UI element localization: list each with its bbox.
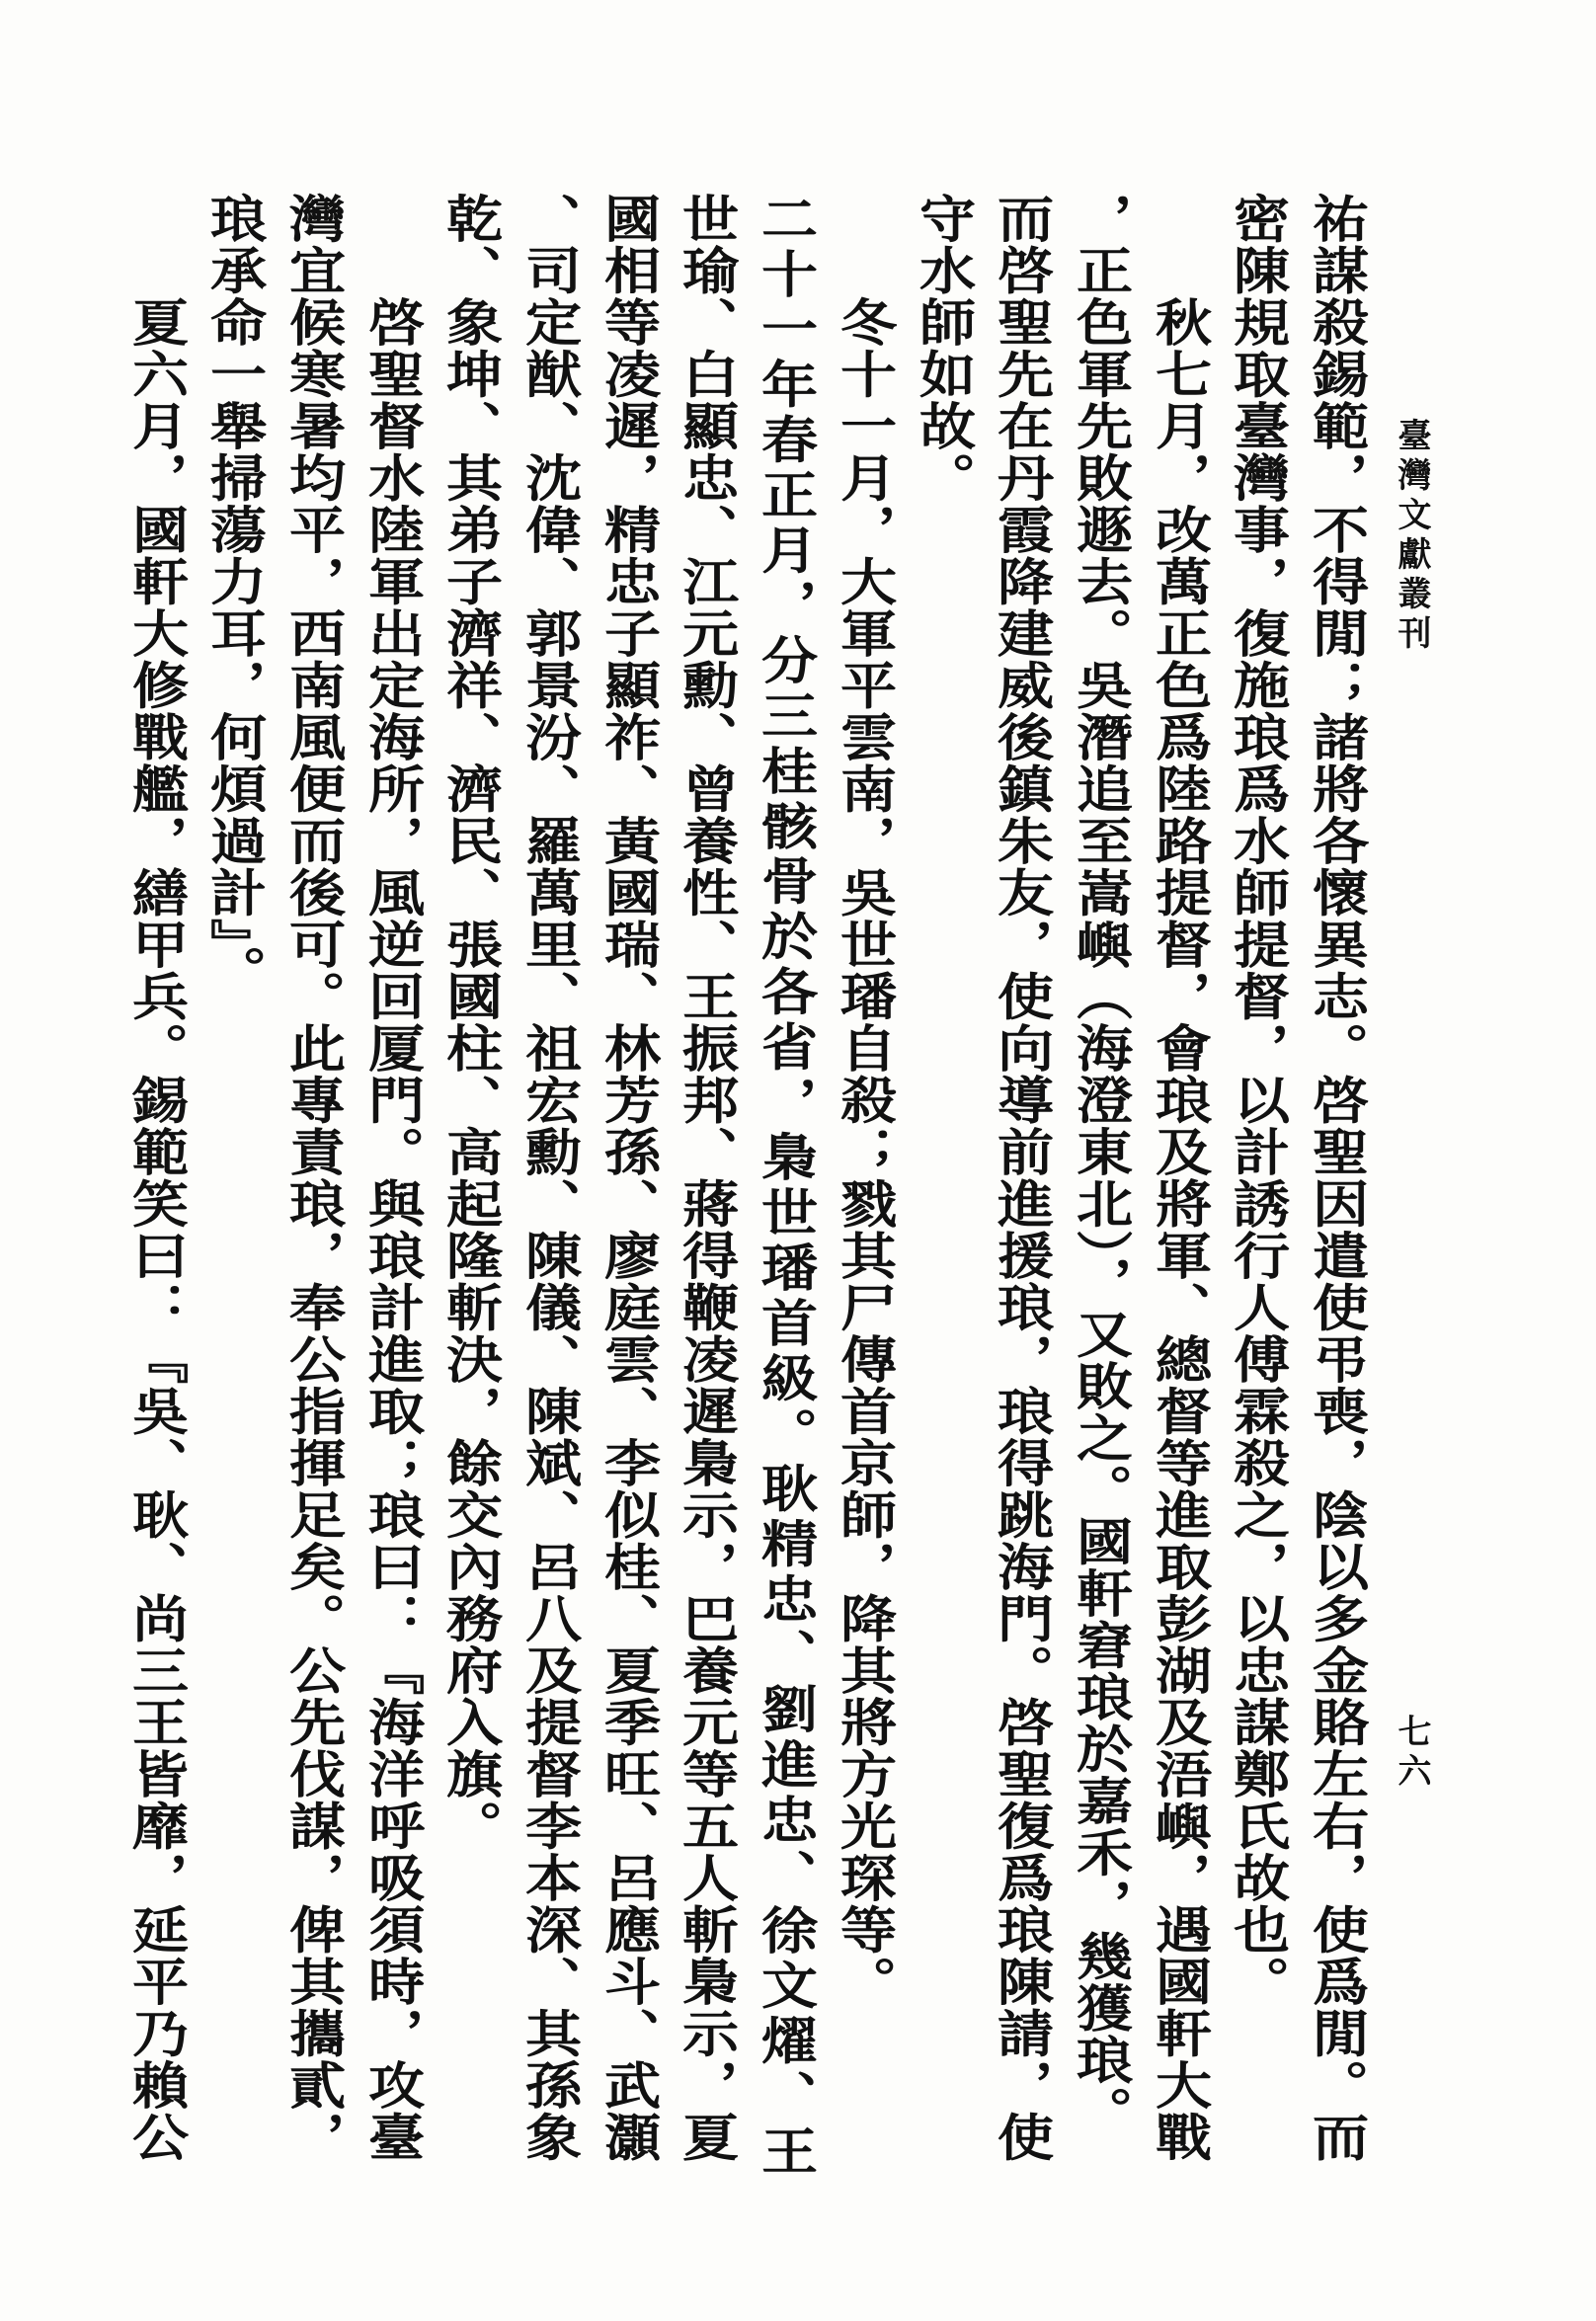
text-column: 守水師如故。 [909,193,976,504]
text-column: 密陳規取臺灣事，復施琅爲水師提督，以計誘行人傅霖殺之，以忠謀鄭氏故也。 [1223,193,1290,2008]
text-column: 而啓聖先在丹霞降建威後鎮朱友，使向導前進援琅，琅得跳海門。啓聖復爲琅陳請，使 [987,193,1054,2163]
text-column: 乾、象坤、其弟子濟祥、濟民、張國柱、高起隆斬決，餘交內務府入旗。 [436,193,503,1852]
text-column: 啓聖督水陸軍出定海所，風逆回厦門。與琅計進取；琅曰：『海洋呼吸須時，攻臺 [358,296,425,2163]
running-head-title: 臺灣文獻叢刊 [1392,418,1431,655]
text-column: 灣宜候寒暑均平，西南風便而後可。此專責琅，奉公指揮足矣。公先伐謀，俾其攜貳， [279,193,346,2163]
text-column: 世瑜、白顯忠、江元勳、曾養性、王振邦、蔣得鞭凌遲梟示，巴養元等五人斬梟示，夏 [672,193,739,2163]
text-column: ，正色軍先敗遯去。吳潛追至嵩嶼（海澄東北），又敗之。國軒窘琅於嘉禾，幾獲琅。 [1066,193,1133,2138]
text-column: 祐謀殺錫範，不得閒；諸將各懷異志。啓聖因遣使弔喪，陰以多金賂左右，使爲閒。而 [1302,193,1369,2163]
page-number: 七六 [1392,1714,1431,1793]
text-column: 二十一年春正月，分三桂骸骨於各省，梟世璠首級。耿精忠、劉進忠、徐文燿、王 [751,193,818,2181]
text-column: 國相等凌遲，精忠子顯祚、黃國瑞、林芳孫、廖庭雲、李似桂、夏季旺、呂應斗、武灝 [594,193,661,2163]
text-column: 冬十一月，大軍平雲南，吳世璠自殺；戮其尸傳首京師，降其將方光琛等。 [830,296,897,2008]
text-column: 秋七月，改萬正色爲陸路提督，會琅及將軍、總督等進取彭湖及浯嶼，遇國軒大戰 [1145,296,1212,2163]
text-column: 琅承命一舉掃蕩力耳，何煩過計』。 [200,193,267,998]
text-column: 夏六月，國軒大修戰艦，繕甲兵。錫範笑曰：『吳、耿、尚三王皆靡，延平乃賴公 [121,296,189,2163]
text-column: 、司定猷、沈偉、郭景汾、羅萬里、祖宏勳、陳儀、陳斌、呂八及提督李本深、其孫象 [515,193,582,2163]
